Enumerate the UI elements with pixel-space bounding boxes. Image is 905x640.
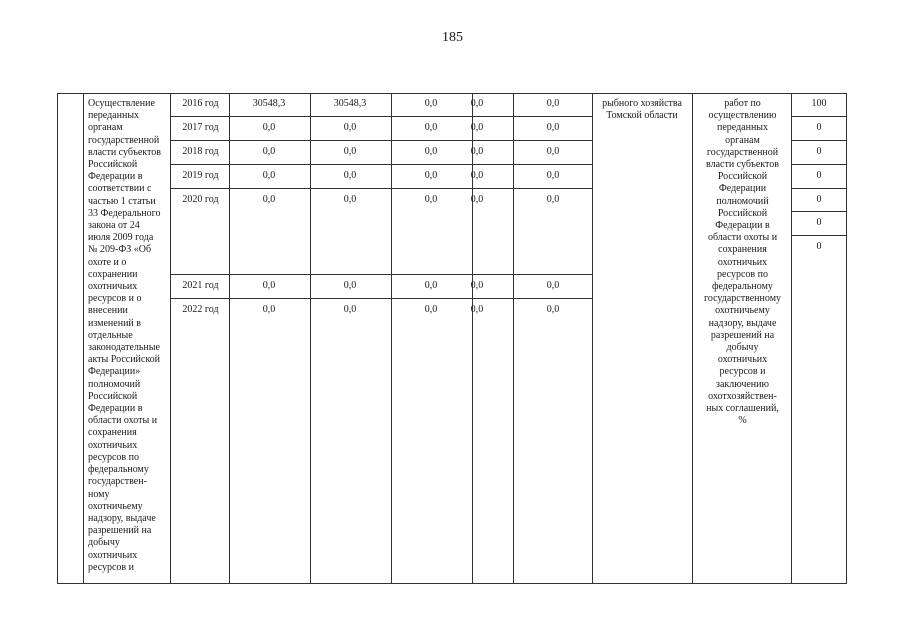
table-column-divider — [391, 93, 392, 584]
value-cell: 0,0 — [546, 170, 560, 181]
table-row-divider — [791, 235, 847, 236]
description-line: соответствии с — [88, 183, 152, 195]
table-row-divider — [170, 298, 592, 299]
indicator-line: государственному — [703, 293, 782, 305]
value-cell: 0,0 — [424, 146, 438, 157]
indicator-line: Российской — [717, 207, 768, 219]
table-row-divider — [791, 188, 847, 189]
value-cell: 0,0 — [424, 98, 438, 109]
description-line: внесении — [88, 305, 128, 317]
description-line: № 209-ФЗ «Об — [88, 244, 152, 256]
indicator-line: охотничьих — [717, 256, 768, 268]
description-line: Федерации в — [88, 403, 143, 415]
value-cell: 0,0 — [343, 122, 357, 133]
value-cell: 0,0 — [470, 304, 484, 315]
value-cell: 0,0 — [262, 280, 276, 291]
indicator-line: ных соглашений, — [706, 403, 779, 415]
value-cell: 0,0 — [262, 146, 276, 157]
table-column-divider — [170, 93, 171, 584]
description-line: сохранении — [88, 268, 138, 280]
year-cell: 2022 год — [182, 304, 219, 315]
description-line: области охоты и — [88, 415, 158, 427]
description-line: законодательные — [88, 342, 160, 354]
description-line: отдельные — [88, 329, 133, 341]
table-row-divider — [170, 116, 592, 117]
value-cell: 0,0 — [343, 146, 357, 157]
description-line: частью 1 статьи — [88, 195, 156, 207]
value-cell: 0,0 — [470, 194, 484, 205]
description-line: ному — [88, 488, 110, 500]
indicator-line: государственной — [706, 146, 779, 158]
value-cell: 0,0 — [343, 304, 357, 315]
indicator-line: работ по — [724, 98, 761, 109]
value-cell: 0,0 — [546, 194, 560, 205]
year-cell: 2016 год — [182, 98, 219, 109]
target-value-cell: 0 — [816, 217, 822, 228]
indicator-line: полномочий — [716, 195, 769, 207]
indicator-line: Российской — [717, 171, 768, 183]
description-line: ресурсов по — [88, 451, 140, 463]
responsible-organization — [592, 98, 692, 122]
indicator-line: охотничьих — [717, 354, 768, 366]
description-line: Российской — [88, 159, 138, 171]
indicator-line: Федерации — [718, 183, 767, 195]
value-cell: 0,0 — [470, 280, 484, 291]
description-line: сохранения — [88, 427, 137, 439]
description-line: переданных — [88, 110, 140, 122]
description-line: Российской — [88, 390, 138, 402]
indicator-line: охотничьему — [715, 305, 770, 317]
indicator-line: области охоты и — [707, 232, 778, 244]
table-row-divider — [170, 188, 592, 189]
description-line: власти субъектов — [88, 146, 161, 158]
indicator-line: разрешений на — [710, 329, 775, 341]
measure-description — [88, 98, 170, 574]
description-line: изменений в — [88, 317, 141, 329]
target-value-cell: 100 — [811, 98, 827, 109]
target-value-cell: 0 — [816, 241, 822, 252]
year-cell: 2019 год — [182, 170, 219, 181]
value-cell: 0,0 — [262, 194, 276, 205]
table-row-divider — [170, 164, 592, 165]
organization-line: рыбного хозяйства — [602, 98, 682, 109]
description-line: Осуществление — [88, 98, 155, 109]
indicator-line: переданных — [716, 122, 769, 134]
table-row-divider — [791, 140, 847, 141]
year-cell: 2021 год — [182, 280, 219, 291]
value-cell: 0,0 — [470, 122, 484, 133]
indicator-line: добычу — [726, 342, 759, 354]
table-row-divider — [170, 274, 592, 275]
target-value-cell: 0 — [816, 170, 822, 181]
indicator-line: ресурсов и — [719, 366, 766, 378]
value-cell: 0,0 — [262, 170, 276, 181]
value-cell: 0,0 — [546, 304, 560, 315]
description-line: охотничьих — [88, 549, 138, 561]
description-line: охотничьему — [88, 500, 143, 512]
table-column-divider — [513, 93, 514, 584]
description-line: федеральному — [88, 464, 149, 476]
target-value-cell: 0 — [816, 146, 822, 157]
year-cell: 2020 год — [182, 194, 219, 205]
value-cell: 0,0 — [546, 122, 560, 133]
indicator-line: заключению — [716, 378, 769, 390]
year-cell: 2018 год — [182, 146, 219, 157]
indicator-line: осуществлению — [708, 110, 777, 122]
table-column-divider — [83, 93, 84, 584]
page-number: 185 — [442, 30, 463, 45]
value-cell: 0,0 — [546, 146, 560, 157]
value-cell: 0,0 — [424, 194, 438, 205]
table-column-divider — [791, 93, 792, 584]
value-cell: 0,0 — [470, 98, 484, 109]
description-line: надзору, выдаче — [88, 512, 156, 524]
target-value-cell: 0 — [816, 194, 822, 205]
description-line: государствен- — [88, 476, 147, 488]
table-column-divider — [229, 93, 230, 584]
indicator-line: сохранения — [718, 244, 767, 256]
indicator-line: ресурсов по — [716, 268, 768, 280]
table-column-divider — [592, 93, 593, 584]
description-line: органам — [88, 122, 123, 134]
description-line: ресурсов и — [88, 561, 135, 573]
description-line: разрешений на — [88, 525, 152, 537]
table-column-divider — [472, 93, 473, 584]
description-line: Федерации в — [88, 171, 143, 183]
description-line: закона от 24 — [88, 220, 140, 232]
table-column-divider — [692, 93, 693, 584]
description-line: акты Российской — [88, 354, 161, 366]
description-line: охотничьих — [88, 281, 138, 293]
table-column-divider — [310, 93, 311, 584]
description-line: полномочий — [88, 378, 141, 390]
description-line: Федерации» — [88, 366, 141, 378]
value-cell: 0,0 — [424, 170, 438, 181]
description-line: ресурсов и о — [88, 293, 142, 305]
table-row-divider — [791, 211, 847, 212]
value-cell: 0,0 — [343, 280, 357, 291]
indicator-line: органам — [725, 134, 760, 146]
indicator-line: % — [738, 415, 747, 427]
organization-line: Томской области — [606, 110, 678, 122]
description-line: 33 Федерального — [88, 207, 161, 219]
value-cell: 0,0 — [470, 146, 484, 157]
value-cell: 0,0 — [262, 304, 276, 315]
value-cell: 0,0 — [343, 170, 357, 181]
value-cell: 30548,3 — [252, 98, 286, 109]
value-cell: 0,0 — [546, 98, 560, 109]
description-line: государственной — [88, 134, 160, 146]
table-row-divider — [170, 140, 592, 141]
value-cell: 0,0 — [470, 170, 484, 181]
description-line: охотничьих — [88, 439, 138, 451]
value-cell: 0,0 — [424, 280, 438, 291]
value-cell: 0,0 — [424, 304, 438, 315]
target-value-cell: 0 — [816, 122, 822, 133]
description-line: добычу — [88, 537, 120, 549]
description-line: охоте и о — [88, 256, 127, 268]
value-cell: 0,0 — [343, 194, 357, 205]
value-cell: 30548,3 — [333, 98, 367, 109]
table-row-divider — [791, 164, 847, 165]
indicator-line: надзору, выдаче — [708, 317, 777, 329]
value-cell: 0,0 — [424, 122, 438, 133]
year-cell: 2017 год — [182, 122, 219, 133]
description-line: июля 2009 года — [88, 232, 154, 244]
indicator-description — [694, 98, 791, 427]
indicator-line: федеральному — [712, 281, 773, 293]
indicator-line: власти субъектов — [706, 159, 779, 171]
table-row-divider — [791, 116, 847, 117]
indicator-line: охотхозяйствен- — [708, 390, 777, 402]
value-cell: 0,0 — [546, 280, 560, 291]
indicator-line: Федерации в — [715, 220, 770, 232]
value-cell: 0,0 — [262, 122, 276, 133]
